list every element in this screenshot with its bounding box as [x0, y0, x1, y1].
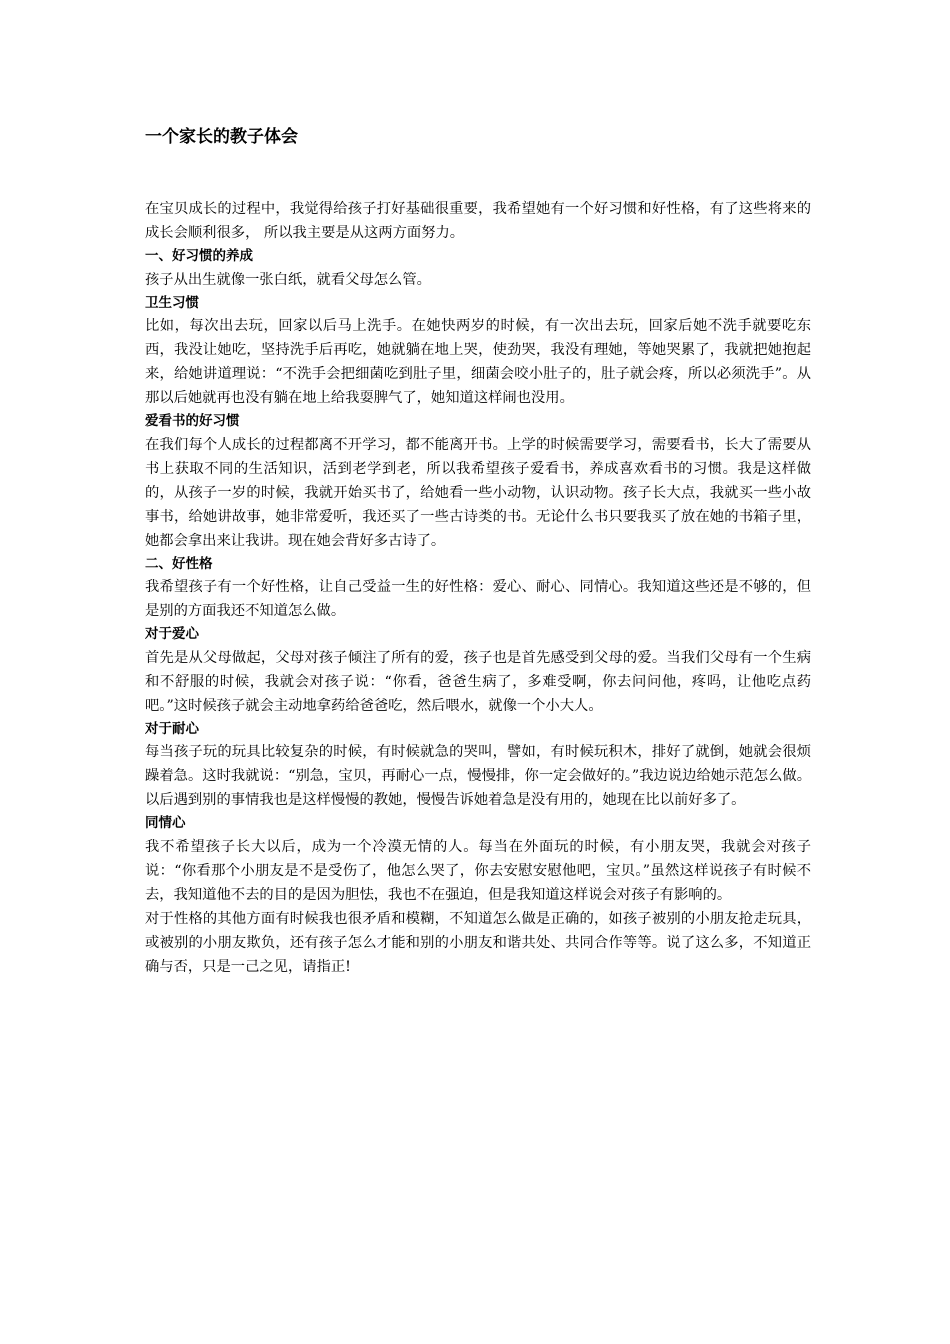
closing-paragraph: 对于性格的其他方面有时候我也很矛盾和模糊，不知道怎么做是正确的，如孩子被别的小朋友抢走玩具，或被别的小朋友欺负，还有孩子怎么才能和别的小朋友和谐共处、共同合作等等。说了这么多，不知道正确与否，只是一己之见，请指正!: [145, 910, 811, 975]
document-body: [145, 197, 811, 979]
sympathy-paragraph: 我不希望孩子长大以后，成为一个冷漠无情的人。每当在外面玩的时候，有小朋友哭，我就会对孩子说：“你看那个小朋友是不是受伤了，他怎么哭了，你去安慰安慰他吧，宝贝。”虽然这样说孩子有时候不去，我知道他不去的目的是因为胆怯，我也不在强迫，但是我知道这样说会对孩子有影响的。: [145, 838, 811, 903]
section-heading-habits: 一、好习惯的养成: [145, 248, 253, 264]
subheading-hygiene: 卫生习惯: [145, 294, 199, 311]
hygiene-paragraph: 比如，每次出去玩，回家以后马上洗手。在她快两岁的时候，有一次出去玩，回家后她不洗手就要吃东西，我没让她吃，坚持洗手后再吃，她就躺在地上哭，使劲哭，我没有理她，等她哭累了，我就把她抱起来，给她讲道理说：“不洗手会把细菌吃到肚子里，细菌会咬小肚子的，肚子就会疼，所以必须洗手”。从那以后她就再也没有躺在地上给我耍脾气了，她知道这样闹也没用。: [145, 318, 811, 406]
reading-paragraph: 在我们每个人成长的过程都离不开学习，都不能离开书。上学的时候需要学习，需要看书，长大了需要从书上获取不同的生活知识，活到老学到老，所以我希望孩子爱看书，养成喜欢看书的习惯。我是这样做的，从孩子一岁的时候，我就开始买书了，给她看一些小动物，认识动物。孩子长大点，我就买一些小故事书，给她讲故事，她非常爱听，我还买了一些古诗类的书。无论什么书只要我买了放在她的书箱子里，她都会拿出来让我讲。现在她会背好多古诗了。: [145, 436, 811, 549]
subheading-sympathy: 同情心: [145, 815, 186, 831]
character-intro-paragraph: 我希望孩子有一个好性格，让自己受益一生的好性格：爱心、耐心、同情心。我知道这些还是不够的，但是别的方面我还不知道怎么做。: [145, 579, 811, 619]
subheading-reading: 爱看书的好习惯: [145, 413, 240, 429]
love-paragraph: 首先是从父母做起，父母对孩子倾注了所有的爱，孩子也是首先感受到父母的爱。当我们父母有一个生病和不舒服的时候，我就会对孩子说：“你看，爸爸生病了，多难受啊，你去问问他，疼吗，让他吃点药吧。”这时候孩子就会主动地拿药给爸爸吃，然后喂水，就像一个小大人。: [145, 649, 811, 714]
subheading-patience: 对于耐心: [145, 720, 199, 737]
patience-paragraph: 每当孩子玩的玩具比较复杂的时候，有时候就急的哭叫，譬如，有时候玩积木，排好了就倒，她就会很烦躁着急。这时我就说：“别急，宝贝，再耐心一点，慢慢排，你一定会做好的。”我边说边给她示范怎么做。以后遇到别的事情我也是这样慢慢的教她，慢慢告诉她着急是没有用的，她现在比以前好多了。: [145, 744, 811, 808]
subheading-love: 对于爱心: [145, 626, 199, 642]
document-title: 一个家长的教子体会: [145, 127, 298, 147]
section-heading-character: 二、好性格: [145, 555, 213, 572]
intro-paragraph: 在宝贝成长的过程中，我觉得给孩子打好基础很重要，我希望她有一个好习惯和好性格，有了这些将来的成长会顺利很多， 所以我主要是从这两方面努力。: [145, 201, 811, 241]
habits-intro-paragraph: 孩子从出生就像一张白纸，就看父母怎么管。: [145, 271, 431, 288]
